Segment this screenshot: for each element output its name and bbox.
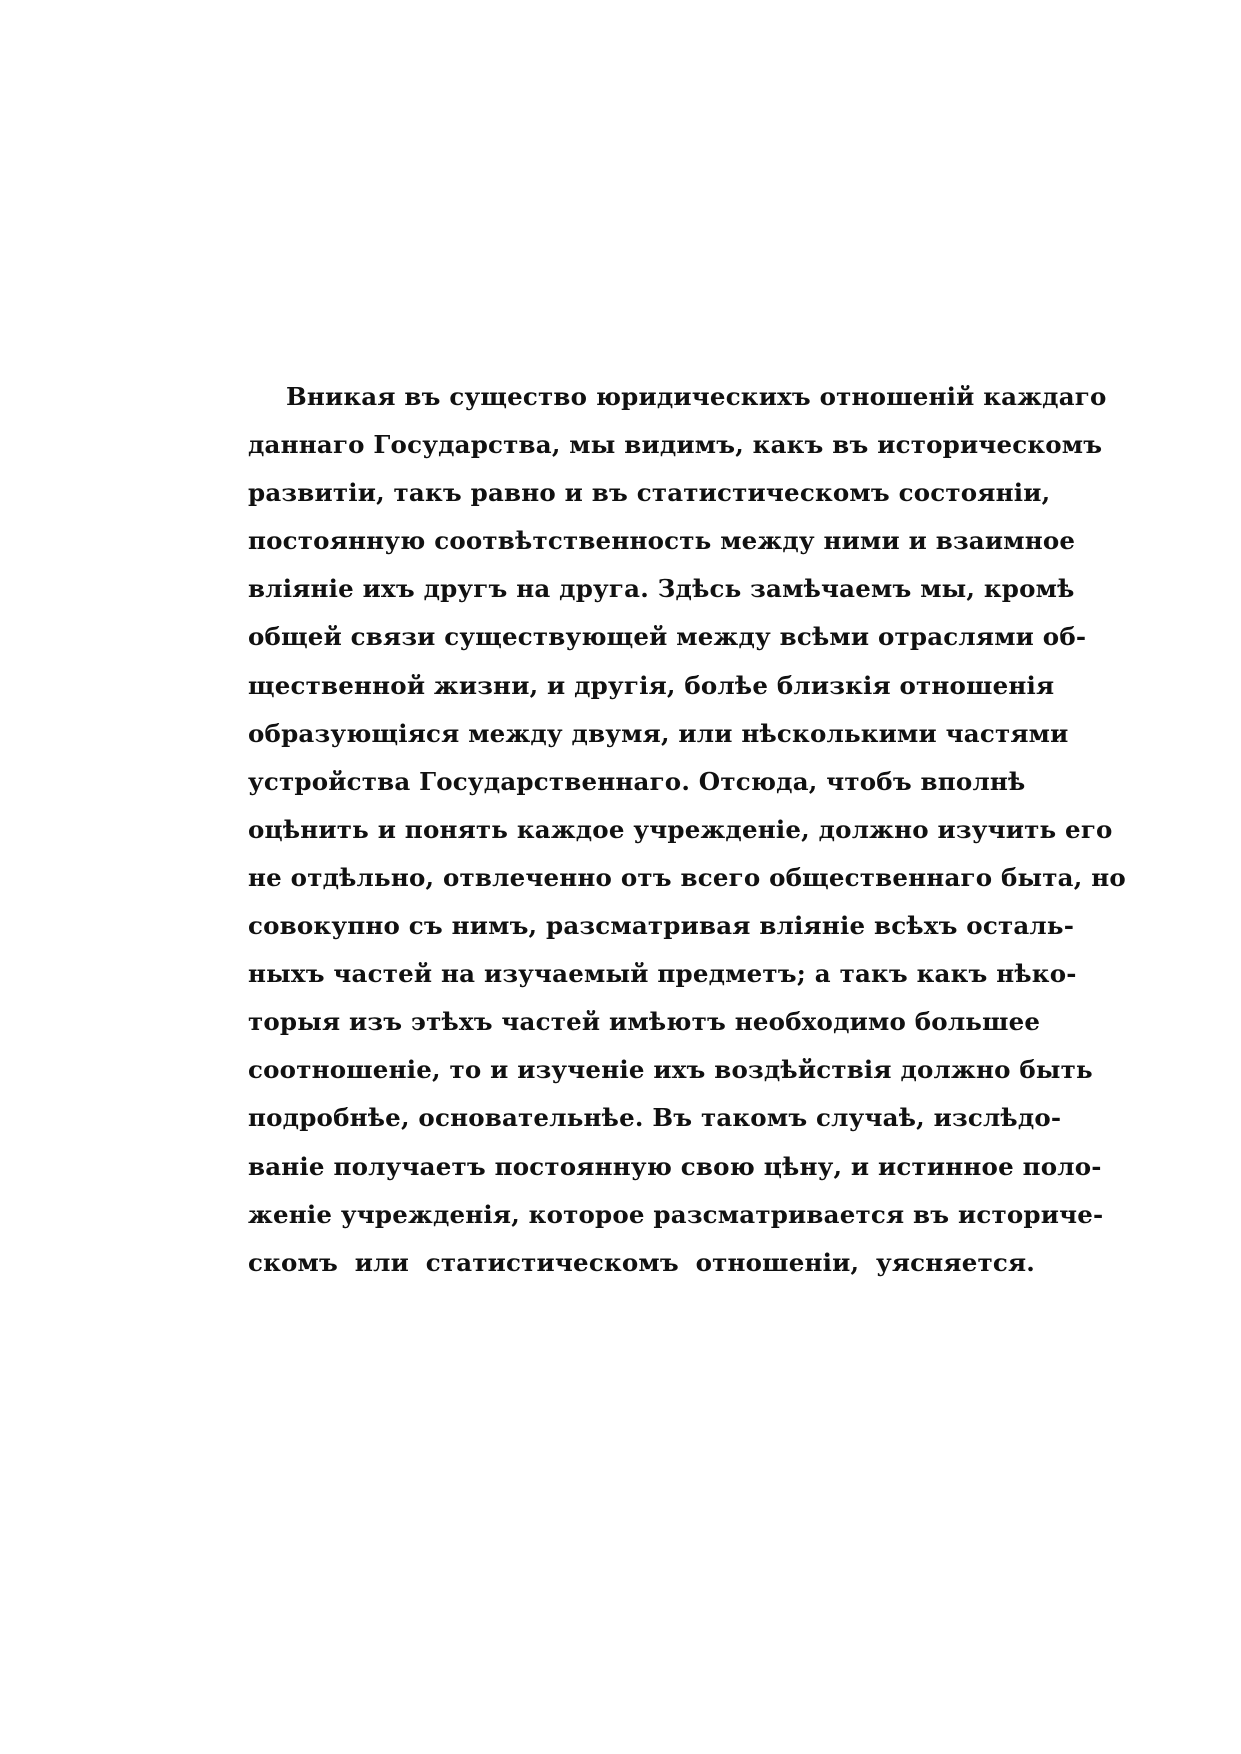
- text-line: образующiяся между двумя, или нѣсколькими частями: [248, 718, 1069, 748]
- text-line: оцѣнить и понять каждое учрежденiе, должно изучить его: [248, 814, 1113, 844]
- text-line: постоянную соотвѣтственность между ними и взаимное: [248, 526, 1076, 556]
- text-line: щественной жизни, и другiя, болѣе близкiя отношенiя: [248, 670, 1055, 700]
- text-line: ныхъ частей на изучаемый предметъ; а такъ какъ нѣко-: [248, 959, 1077, 989]
- text-line: женiе учрежденiя, которое разсматривается въ историче-: [248, 1199, 1104, 1229]
- text-line: Вникая въ существо юридическихъ отношенiй каждаго: [286, 382, 1107, 411]
- text-line: торыя изъ этѣхъ частей имѣютъ необходимо большее: [248, 1007, 1041, 1037]
- text-line: не отдѣльно, отвлеченно отъ всего общественнаго быта, но: [248, 862, 1126, 892]
- text-line: развитiи, такъ равно и въ статистическомъ состоянiи,: [248, 478, 1051, 508]
- text-line: соотношенiе, то и изученiе ихъ воздѣйствiя должно быть: [248, 1055, 1093, 1085]
- text-line: общей связи существующей между всѣми отраслями об-: [248, 622, 1087, 652]
- text-line: ванiе получаетъ постоянную свою цѣну, и истинное поло-: [248, 1151, 1102, 1181]
- text-line: влiянiе ихъ другъ на друга. Здѣсь замѣчаемъ мы, кромѣ: [248, 574, 1075, 604]
- text-line: скомъ или статистическомъ отношенiи, уясняется.: [248, 1247, 1036, 1277]
- text-line: подробнѣе, основательнѣе. Въ такомъ случаѣ, изслѣдо-: [248, 1103, 1062, 1133]
- text-line: устройства Государственнаго. Отсюда, чтобъ вполнѣ: [248, 766, 1026, 796]
- paragraph: [248, 373, 1126, 1287]
- text-line: совокупно съ нимъ, разсматривая влiянiе всѣхъ осталь-: [248, 911, 1075, 941]
- text-line: даннаго Государства, мы видимъ, какъ въ историческомъ: [248, 430, 1103, 460]
